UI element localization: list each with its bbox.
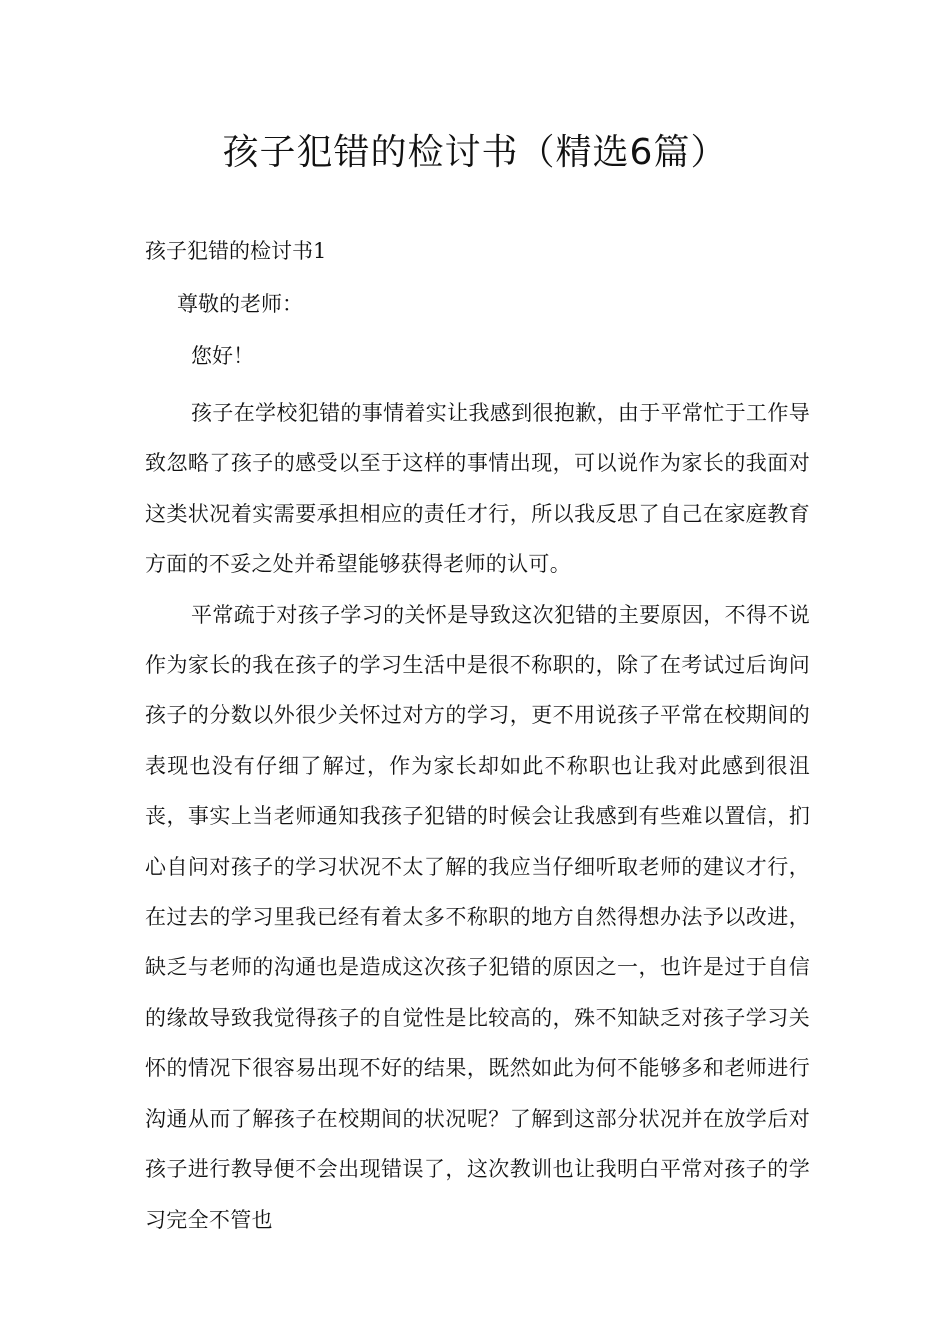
document-title: 孩子犯错的检讨书（精选6篇）	[222, 132, 728, 173]
section-heading: 孩子犯错的检讨书1	[145, 239, 327, 263]
paragraph-1: 孩子在学校犯错的事情着实让我感到很抱歉，由于平常忙于工作导致忽略了孩子的感受以至于这样的事情出现，可以说作为家长的我面对这类状况着实需要承担相应的责任才行，所以我反思了自己在家庭教育方面的不妥之处并希望能够获得老师的认可。	[145, 401, 810, 577]
document-body	[145, 236, 810, 1245]
paragraph-2: 平常疏于对孩子学习的关怀是导致这次犯错的主要原因，不得不说作为家长的我在孩子的学习生活中是很不称职的，除了在考试过后询问孩子的分数以外很少关怀过对方的学习，更不用说孩子平常在校期间的表现也没有仔细了解过，作为家长却如此不称职也让我对此感到很沮丧，事实上当老师通知我孩子犯错的时候会让我感到有些难以置信，扪心自问对孩子的学习状况不太了解的我应当仔细听取老师的建议才行，在过去的学习里我已经有着太多不称职的地方自然得想办法予以改进，缺乏与老师的沟通也是造成这次孩子犯错的原因之一，也许是过于自信的缘故导致我觉得孩子的自觉性是比较高的，殊不知缺乏对孩子学习关怀的情况下很容易出现不好的结果，既然如此为何不能够多和老师进行沟通从而了解孩子在校期间的状况呢？了解到这部分状况并在放学后对孩子进行教导便不会出现错误了，这次教训也让我明白平常对孩子的学习完全不管也	[145, 602, 810, 1232]
greeting: 您好！	[191, 344, 254, 368]
salutation: 尊敬的老师：	[177, 292, 303, 316]
